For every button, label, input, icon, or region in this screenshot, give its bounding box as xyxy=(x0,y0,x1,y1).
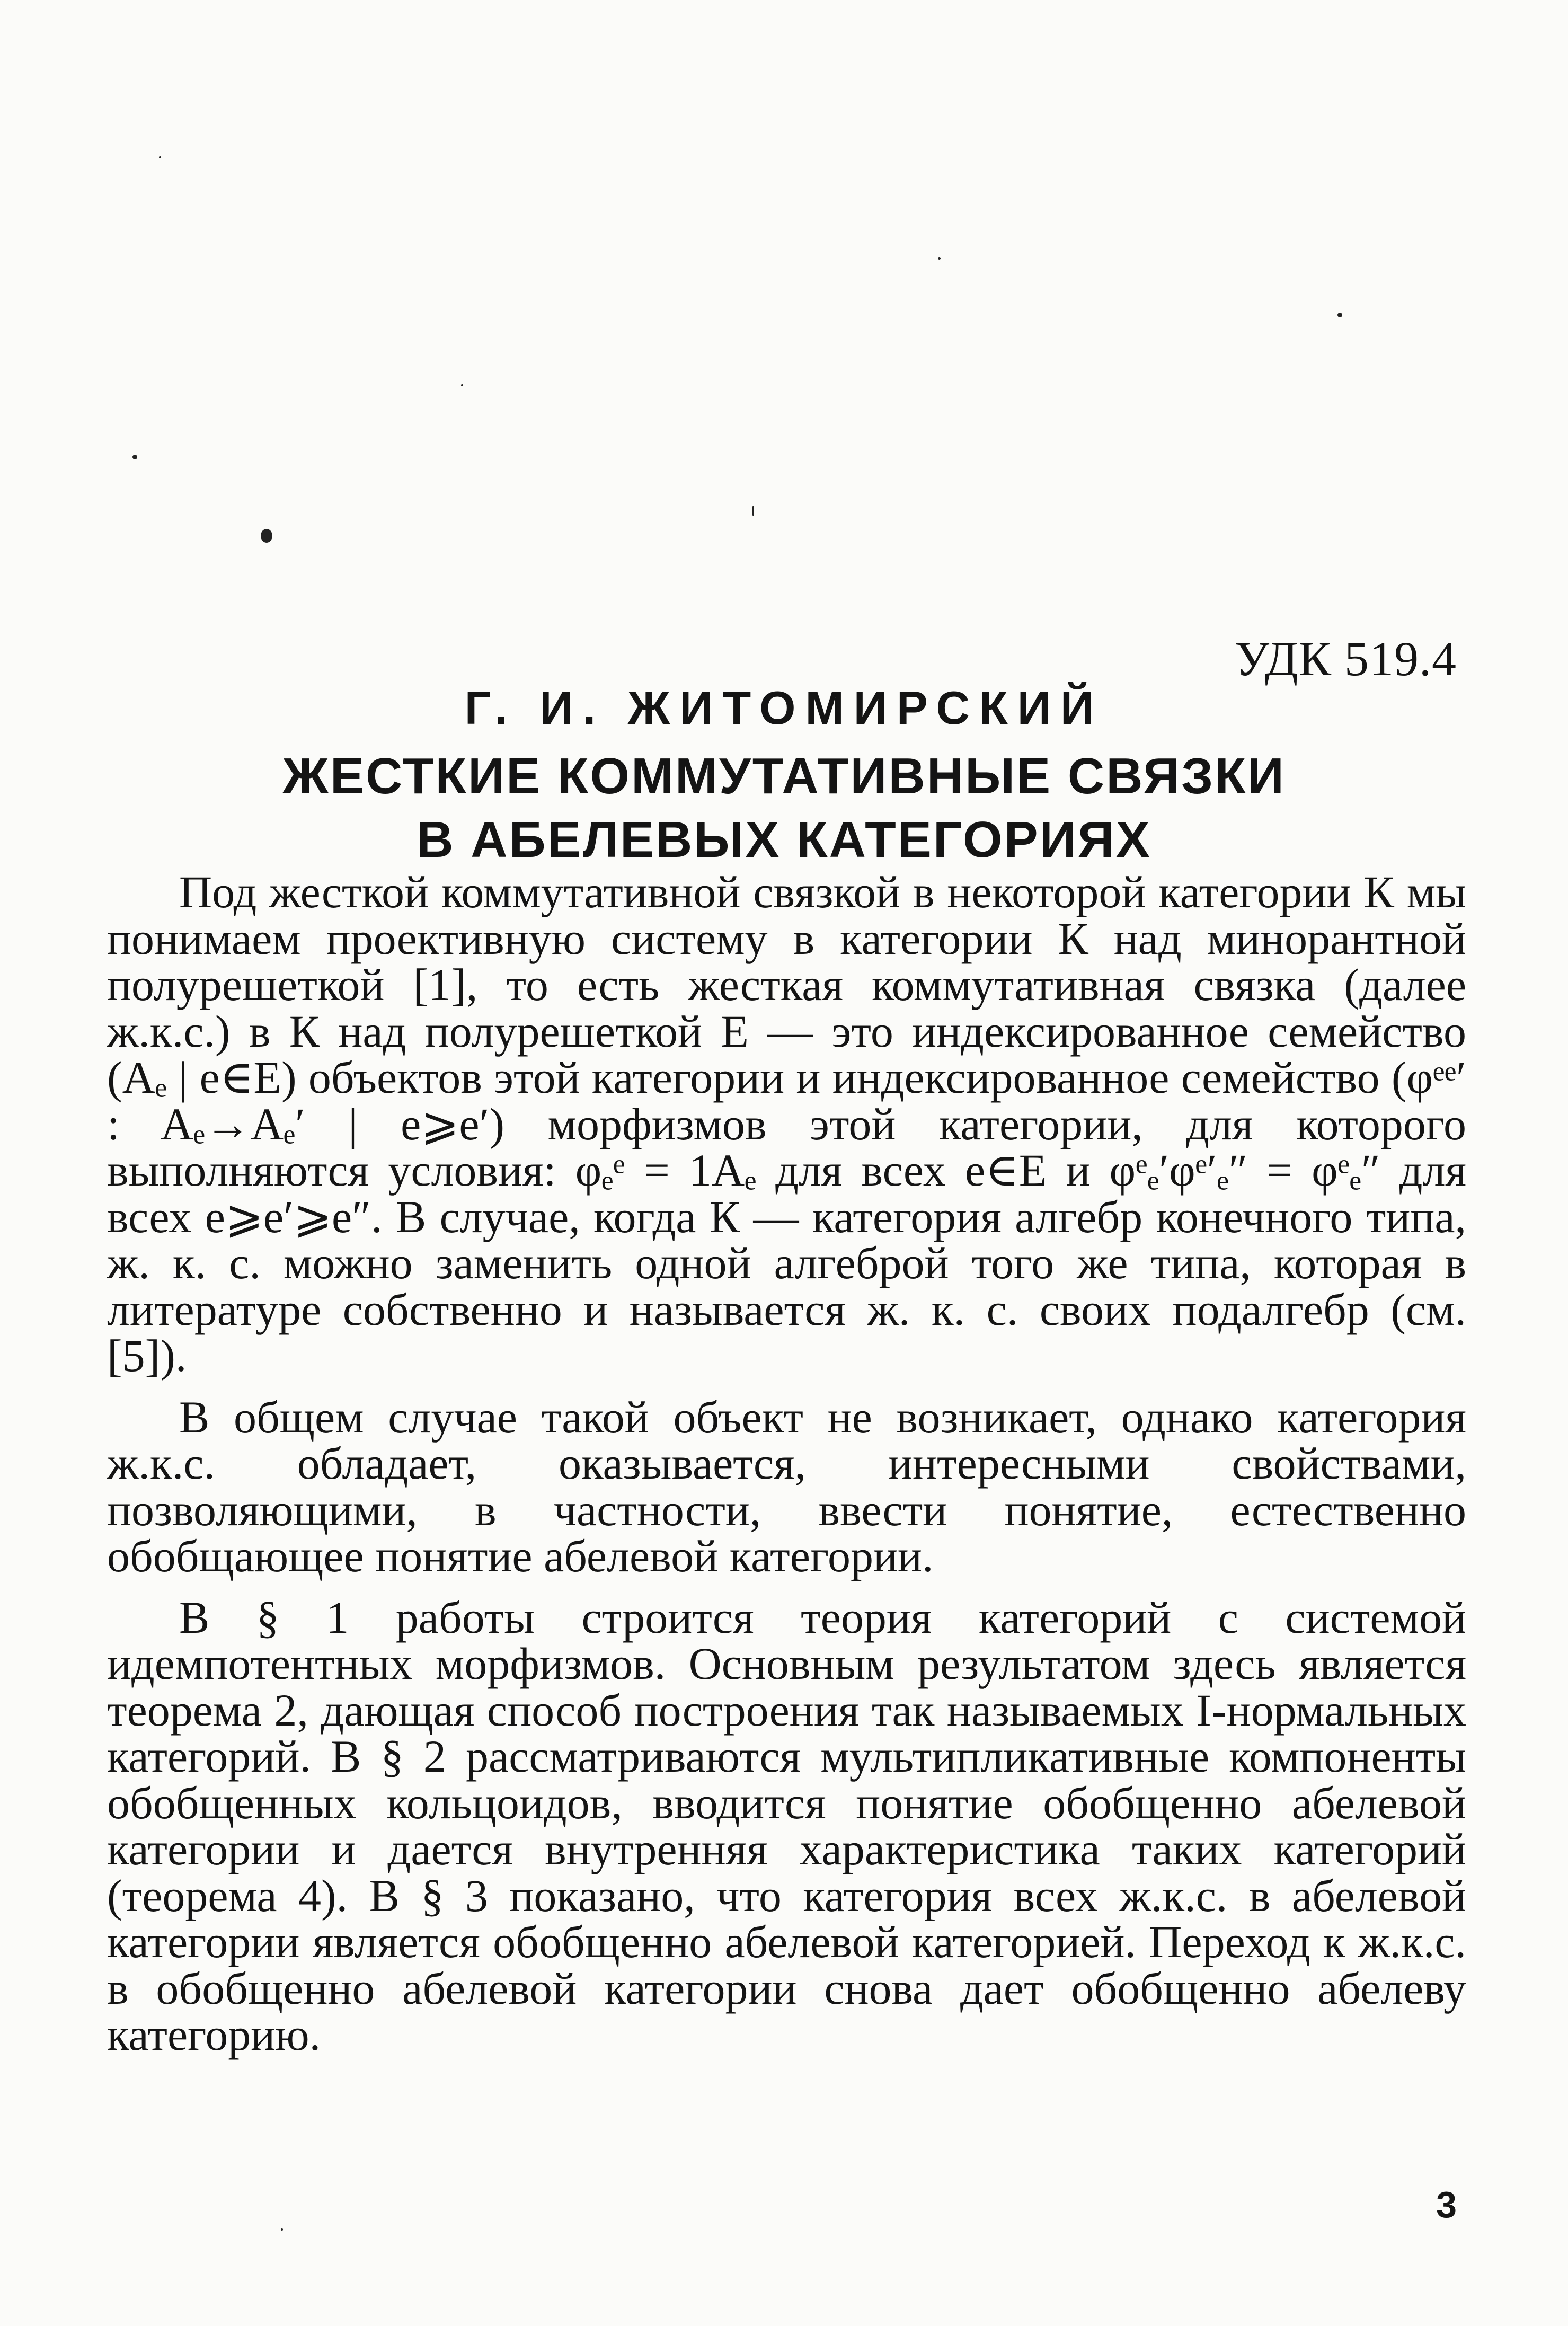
scan-speck xyxy=(461,384,463,386)
paragraph-2: В общем случае такой объект не возникает, однако категория ж.к.с. обладает, оказывается, интересными свойствами, позволяющими, в частности, ввести понятие, естественно обобщающее понятие абелевой категории. xyxy=(107,1391,1466,1581)
scan-speck xyxy=(159,156,161,158)
author-name: Г. И. ЖИТОМИРСКИЙ xyxy=(464,682,1104,734)
scan-speck xyxy=(938,257,941,260)
paragraph-3: В § 1 работы строится теория категорий с системой идемпотентных морфизмов. Основным результатом здесь является теорема 2, дающая способ построения так называемых I-нормальных категорий. В § 2 рассматриваются мультипликативные компоненты обобщенных кольцоидов, вводится понятие обобщенно абелевой категории и дается внутренняя характеристика таких категорий (теорема 4). В § 3 показано, что категория всех ж.к.с. в абелевой категории является обобщенно абелевой категорией. Переход к ж.к.с. в обобщенно абелевой категории снова дает обобщенно абелеву категорию. xyxy=(107,1591,1466,2060)
page-number: 3 xyxy=(1436,2184,1457,2225)
scan-speck xyxy=(132,455,137,459)
scan-speck xyxy=(261,529,272,543)
scan-speck xyxy=(752,506,754,516)
udc-code: УДК 519.4 xyxy=(1235,632,1457,686)
article-body xyxy=(107,866,1466,2060)
paragraph-1: Под жесткой коммутативной связкой в некоторой категории К мы понимаем проективную систему в категории К над минорантной полурешеткой [1], то есть жесткая коммутативная связка (далее ж.к.с.) в К над полурешеткой E — это индексированное семейство (Aₑ | e∈E) объектов этой категории и индексированное семейство (φᵉᵉ′ : Aₑ→Aₑ′ | e⩾e′) морфизмов этой категории, для которого выполняются условия: φₑᵉ = 1Aₑ для всех e∈E и φᵉₑ′φᵉ′ₑ″ = φᵉₑ″ для всех e⩾e′⩾e″. В случае, когда К — категория алгебр конечного типа, ж. к. с. можно заменить одной алгеброй того же типа, которая в литературе собственно и называется ж. к. с. своих подалгебр (см. [5]). xyxy=(107,866,1466,1381)
article-title xyxy=(0,745,1568,872)
title-line-1: ЖЕСТКИЕ КОММУТАТИВНЫЕ СВЯЗКИ xyxy=(282,748,1286,804)
scan-speck xyxy=(281,2228,283,2231)
scan-speck xyxy=(1337,313,1342,317)
title-line-2: В АБЕЛЕВЫХ КАТЕГОРИЯХ xyxy=(417,811,1151,868)
